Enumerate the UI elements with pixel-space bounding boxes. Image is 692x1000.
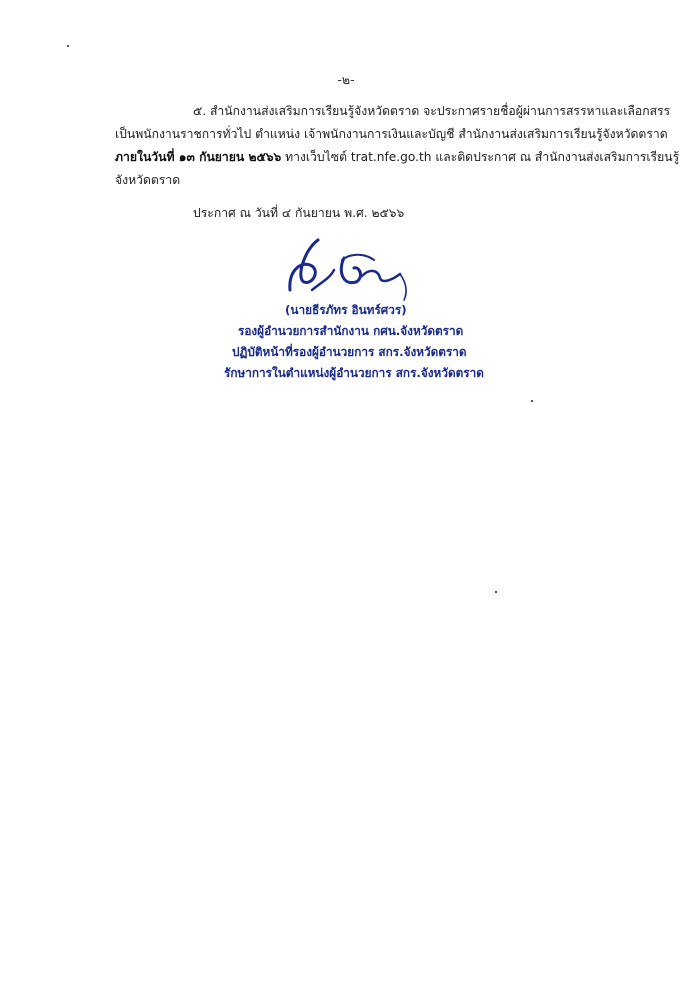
signer-title-3: รักษาการในตำแหน่งผู้อำนวยการ สกร.จังหวัดตราด [224,366,484,380]
scan-speck [67,45,69,47]
signer-name: (นายธีรภัทร อินทร์ศวร) [285,303,407,317]
paragraph-line-1: ๕. สำนักงานส่งเสริมการเรียนรู้จังหวัดตราด จะประกาศรายชื่อผู้ผ่านการสรรหาและเลือกสรร [193,104,671,118]
deadline-text: ภายในวันที่ ๑๓ กันยายน ๒๕๖๖ [115,150,282,164]
announcement-date: ประกาศ ณ วันที่ ๔ กันยายน พ.ศ. ๒๕๖๖ [193,206,405,220]
paragraph-line-3: ภายในวันที่ ๑๓ กันยายน ๒๕๖๖ ทางเว็บไซต์ trat.nfe.go.th และติดประกาศ ณ สำนักงานส่งเสริมการเรียนรู้ [115,150,680,164]
signer-block [190,300,510,384]
paragraph-line-4: จังหวัดตราด [115,173,181,187]
signer-title-2: ปฏิบัติหน้าที่รองผู้อำนวยการ สกร.จังหวัดตราด [232,345,467,359]
scan-speck [531,400,533,402]
scan-speck [495,591,497,593]
signer-title-1: รองผู้อำนวยการสำนักงาน กศน.จังหวัดตราด [238,324,464,338]
paragraph-line-2: เป็นพนักงานราชการทั่วไป ตำแหน่ง เจ้าพนักงานการเงินและบัญชี สำนักงานส่งเสริมการเรียนรู้จังหวัดตราด [115,127,668,141]
announcement-paragraph [115,100,680,192]
page-number: -๒- [337,72,355,87]
handwritten-signature [282,230,422,310]
